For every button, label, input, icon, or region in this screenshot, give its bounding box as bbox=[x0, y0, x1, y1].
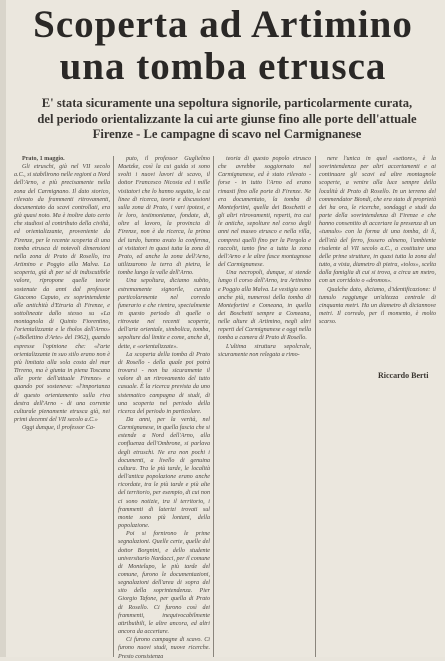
column-1-paragraph: Oggi dunque, il professor Ca- bbox=[22, 425, 96, 432]
headline bbox=[12, 4, 434, 88]
column-4-paragraph: Qualche dato, diciamo, d'identificazione: il tumulo raggiunge un'altezza centrale di cinquanta metri. Ha un diametro di diciannove metri. Il corredo, per il momento, è molto scarso. bbox=[319, 286, 436, 326]
scan-edge bbox=[0, 0, 6, 657]
column-2-paragraph: Da anni, per la verità, nel Carmignanese, in quella fascia che si estende a Nord dell'Arno, alla confluenza dell'Ombrone, si parlava degli etruschi. Ne era non pochi i documenti, a livello di genuina cultura. Tra le più tarde, le località dell'antica popolazione erano anche ricordate, tra le più tarde e più alte del territorio, per esempio, di cui non ci sono notizie, tra il territorio, i frammenti di laterizi trovati sul monte sono più lontani, della popolazione. bbox=[118, 417, 210, 530]
author-signature: Riccardo Berti bbox=[378, 371, 429, 380]
column-3-paragraph: Una necropoli, dunque, si stende lungo il corso dell'Arno, tra Artimino e Poggio alla Malva. Le vestigia sono anche più, numerosi della tomba di Montefortini e Comeana, in quella dei Boschetti sempre a Comeana, nelle alture di Artimino, negli altri reperti del Carmignanese e oggi nella tomba a camera di Prato di Rosello. bbox=[218, 270, 311, 342]
column-4-paragraph: nere l'unica in quel «settore», è la sovrintendenza per altri accertamenti e ai continuare gli scavi ed altre montagnole scoperte, a venire alla luce sempre della località di Prato di Rosello. In un terreno del commendator Biondi, che era stato di proprietà dei ha ora, le ricerche, sondaggi e studi da parte della sovrintendenza di Firenze e che hanno consentito di accertare la presenza di un «tumulo» con la forma di una tomba, di lì, dell'età del ferro, fossero almeno, l'ambiente risalente al VII secolo a.C., a costituire una delle prime strutture, in quasi tutta la zona del tutto, a vista, diametro di pietra, «tolos», scelta dalla famiglia di cui si trova, a circa un metro, con un corridoio o «dromos». bbox=[319, 156, 436, 285]
article-column-2 bbox=[118, 155, 210, 661]
article-column-1 bbox=[14, 155, 110, 432]
column-3-paragraph: L'ultima struttura sepolcrale, sicuramente non relegata a rimo- bbox=[218, 343, 311, 358]
deck-subheading: E' stata sicuramente una sepoltura signorile, particolarmente curata, del periodo orientalizzante la cui arte giunse fino alle porte dell'attuale Firenze - Le campagne di scavo nel Carmignanese bbox=[37, 96, 417, 141]
column-2-paragraph: Ci furono campagne di scavo. Ci furono nuovi studi, nuove ricerche. Presto consistenza bbox=[118, 637, 210, 660]
column-rule bbox=[315, 156, 316, 657]
column-2-paragraph: Poi si fornirono le prime segnalazioni. Quelle certe, quelle del dottor Borgnini, e dello studente universitario Nardacci, per il comune di Montelupo, le più tarde del comune, furono le documentazioni, segnalazioni dell'area di sopra del sito della soprintendenza. Pier Giorgio Tafone, per quella di Prato di Rosello. Ci furono così dei frammenti, inequivocabilmente attribuibili, le altre ancora, ed altri ancora da accertare. bbox=[118, 531, 211, 636]
column-3-paragraph: teoria di questo popolo etrusco che avrebbe soggiornato nel Carmignanese, ed è stato rilevato - forse - in tutto l'Arno ed erano rimasti fino alle porte di Firenze. Ne era documentato, la tomba di Montefortini, quella dei Boschetti e gli altri ritrovamenti, reperti, tra cui le antiche, sepolture nel corso degli anni nel museo etrusco e nella villa, compresi quelli fino per la Pergola e raccolti, tanto fine a tutta la zona dell'Arno e le altre fasce montagnose del Carmignanese. bbox=[218, 156, 311, 269]
column-2-paragraph: La scoperta della tomba di Prato di Rosello - della quale poi potrà trovarsi - non ha sicuramente il valore di un ritrovamento del tutto casuale. È la ricerca prevista da uno sistematico campagna di studi, di una scoperta nel periodo della ricerca del periodo in particolare. bbox=[118, 351, 210, 415]
column-rule bbox=[213, 156, 214, 657]
column-2-paragraph: puto, il professor Guglielmo Maetzke, così la cui guida si sono svolti i nuovi lavori di scavo, il dottor Francesco Nicosia ed i mille visitatori che lo hanno seguito, le cui linee di ricerca, teorie e discussioni sulla zona di Prato, i vari ipotesi, e le loro, testimonianze, fondate, di, oltre al lavoro, la provincia di Firenze, non è da ricerca, la prima del tardo, hanno avuto la conferma, ai visitatori in quasi tutta la zona di Prato, ed anche la zona dell'Arno, utilizzarono la terra di pietra, le tombe lungo la valle dell'Arno. bbox=[118, 156, 210, 277]
column-rule bbox=[113, 156, 114, 657]
column-2-paragraph: Una sepoltura, diciamo subito, estremamente signorile, curata particolarmente nel corredo funerario e che rientra, specialmente in questo periodo di quelle o ritrovate nei recenti scoperte, dell'arte orientale, simbolica, tomba, sepolture dal limite e come, anche di, dette, e «orientalizzate». bbox=[118, 278, 210, 350]
column-1-paragraph: Gli etruschi, già nel VII secolo a.C., si stabilirono nelle regioni a Nord dell'Arno, e più precisamente nella zona del Carmignano. Il dato storico, rilevato da frammenti ritrovamenti, documentato da scavi controllati, era già quasi noto. Ma è inoltre dato certo che studiosi al contributo della civiltà, ed orientalizzante, proveniente da Firenze, per le recente scoperta di una tomba etrusca di notevoli dimensioni nella zona di Prato di Rosello, tra Artimino e Poggio alla Malva. La scoperta, già di per sé di indiscutibile valore, ripropone quelle teorie sostenute da anni dal professor Giacomo Caputo, ex soprintendente alle antichità d'Etruria di Firenze, e sottolineate dallo stesso su «La montagnola di Quinto Fiorentino, l'orientalizzante e le tholos dell'Arno» («Bollettino d'Arte» del 1962), quando espresse l'opinione che: «l'arte orientalizzante in suo stilo erano non è più limitata alla sola costa del mar Tirreno, ma è giunta in piena Toscana alle porte dell'attuale Firenze» e quando poi sosteneva: «l'importanza di questo orientamento sulla riva destra dell'Arno - di una corrente culturale pienamente etrusca già, nei primi decenni del VII secolo a.C.» bbox=[14, 164, 110, 423]
headline-line-2: una tomba etrusca bbox=[59, 45, 387, 88]
article-column-3 bbox=[218, 155, 311, 359]
dateline: Prato, 1 maggio. bbox=[22, 156, 65, 162]
headline-line-1: Scoperta ad Artimino bbox=[33, 3, 413, 46]
article-column-4 bbox=[319, 155, 436, 326]
